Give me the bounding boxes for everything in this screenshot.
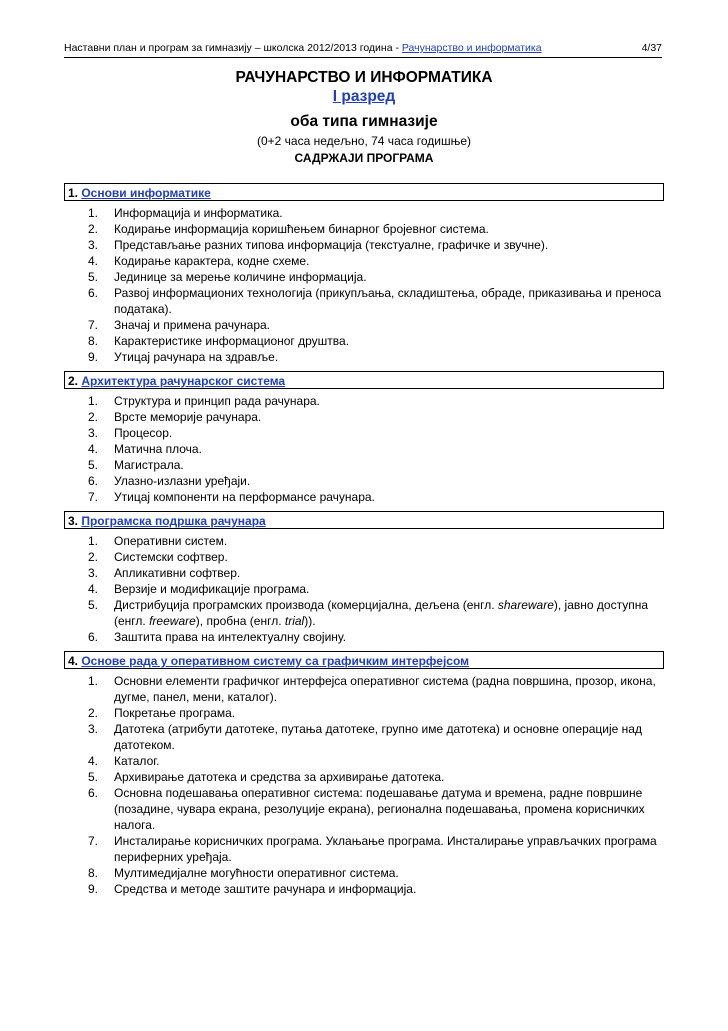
item-number: 3. (88, 426, 99, 440)
item-text-part: Верзије и модификације програма. (114, 582, 310, 596)
item-text-part: Архивирање датотека и средства за архивирање датотека. (114, 770, 445, 784)
item-text (114, 222, 489, 236)
item-number: 3. (88, 722, 99, 736)
list-item (64, 333, 664, 349)
section-title-link[interactable]: Архитектура рачунарског система (81, 374, 286, 388)
item-text-part: Улазно-излазни уређаји. (114, 474, 251, 488)
item-text (114, 394, 320, 408)
list-item (64, 237, 664, 253)
item-text-part: Каталог. (114, 754, 160, 768)
section-title-link[interactable]: Основе рада у оперативном систему са графичким интерфејсом (81, 654, 469, 668)
item-text (114, 674, 656, 704)
list-item (64, 205, 664, 221)
item-text-part: Врсте меморије рачунара. (114, 410, 262, 424)
item-text (114, 582, 309, 596)
item-text-part: Покретање програма. (114, 706, 236, 720)
item-text-part: ), пробна (енгл. (195, 614, 285, 628)
list-item (64, 629, 664, 645)
section-heading (64, 183, 664, 201)
item-number: 6. (88, 786, 99, 800)
list-item (64, 549, 664, 565)
item-number: 3. (88, 566, 99, 580)
item-text-part: Инсталирање корисничких програма. Уклањање програма. Инсталирање управљачких програма периферних уређаја. (114, 834, 657, 864)
title-block (0, 68, 728, 166)
item-text-part: Средства и методе заштите рачунара и информација. (114, 882, 417, 896)
item-number: 5. (88, 598, 99, 612)
subject-title: РАЧУНАРСТВО И ИНФОРМАТИКА (235, 69, 493, 86)
item-text (114, 706, 235, 720)
item-text (114, 410, 261, 424)
program-contents-heading: САДРЖАЈИ ПРОГРАМА (294, 151, 434, 165)
item-text (114, 238, 548, 252)
item-term-italic: freeware (149, 614, 196, 628)
item-text (114, 426, 172, 440)
list-item (64, 533, 664, 549)
item-text-part: )). (304, 614, 316, 628)
item-text (114, 254, 309, 268)
list-item (64, 865, 664, 881)
grade-link[interactable]: I разред (332, 88, 396, 105)
hours-info: (0+2 часа недељно, 74 часа годишње) (256, 134, 472, 148)
item-text-part: Дистрибуција програмских производа (комерцијална, дељена (енгл. (114, 598, 498, 612)
item-number: 7. (88, 318, 99, 332)
list-item (64, 393, 664, 409)
list-item (64, 597, 664, 629)
item-text-part: Процесор. (114, 426, 173, 440)
item-number: 3. (88, 238, 99, 252)
item-number: 6. (88, 474, 99, 488)
section-number: 3. (68, 514, 82, 528)
section-heading (64, 511, 664, 529)
section-number: 2. (68, 374, 82, 388)
page-header (64, 40, 662, 56)
item-number: 8. (88, 866, 99, 880)
item-number: 7. (88, 834, 99, 848)
item-number: 1. (88, 534, 99, 548)
item-text (114, 490, 375, 504)
list-item (64, 457, 664, 473)
list-item (64, 253, 664, 269)
item-text-part: Јединице за мерење количине информација. (114, 270, 367, 284)
item-number: 6. (88, 286, 99, 300)
item-number: 5. (88, 770, 99, 784)
list-item (64, 881, 664, 897)
section-items (64, 205, 664, 365)
list-item (64, 425, 664, 441)
item-text (114, 754, 160, 768)
item-text-part: Заштита права на интелектуалну својину. (114, 630, 347, 644)
item-text-part: Системски софтвер. (114, 550, 228, 564)
section-number: 1. (68, 186, 82, 200)
list-item (64, 721, 664, 753)
item-number: 2. (88, 410, 99, 424)
item-text-part: Апликативни софтвер. (114, 566, 241, 580)
section-2 (64, 371, 664, 505)
item-number: 9. (88, 882, 99, 896)
section-items (64, 393, 664, 505)
item-text-part: Представљање разних типова информација (текстуалне, графичке и звучне). (114, 238, 549, 252)
section-title-link[interactable]: Програмска подршка рачунара (81, 514, 266, 528)
list-item (64, 753, 664, 769)
section-title-link[interactable]: Основи информатике (81, 186, 211, 200)
item-text-part: Оперативни систем. (114, 534, 228, 548)
item-text-part: Утицај рачунара на здравље. (114, 350, 279, 364)
item-text (114, 598, 648, 628)
item-number: 2. (88, 222, 99, 236)
list-item (64, 489, 664, 505)
list-item (64, 317, 664, 333)
item-text-part: Основни елементи графичког интерфејса оперативног система (радна површина, прозор, икона, дугме, панел, мени, каталог). (114, 674, 656, 704)
item-text-part: Информација и информатика. (114, 206, 283, 220)
item-number: 1. (88, 394, 99, 408)
item-text (114, 722, 642, 752)
item-number: 2. (88, 706, 99, 720)
section-3 (64, 511, 664, 645)
item-text-part: Структура и принцип рада рачунара. (114, 394, 320, 408)
list-item (64, 285, 664, 317)
item-text-part: Карактеристике информационог друштва. (114, 334, 350, 348)
page-number: 4/37 (641, 42, 662, 54)
item-number: 9. (88, 350, 99, 364)
item-text (114, 770, 444, 784)
item-text (114, 474, 250, 488)
list-item (64, 349, 664, 365)
item-text (114, 566, 240, 580)
header-prefix: Наставни план и програм за гимназију – школска 2012/2013 година - (64, 42, 402, 54)
header-subject-link[interactable]: Рачунарство и информатика (401, 42, 542, 54)
item-term-italic: trial (284, 614, 305, 628)
item-number: 4. (88, 442, 99, 456)
section-heading (64, 371, 664, 389)
item-number: 8. (88, 334, 99, 348)
item-text (114, 534, 227, 548)
section-1 (64, 183, 664, 365)
list-item (64, 409, 664, 425)
item-number: 4. (88, 582, 99, 596)
list-item (64, 473, 664, 489)
item-number: 1. (88, 674, 99, 688)
header-text (64, 40, 542, 56)
section-items (64, 673, 664, 897)
item-number: 7. (88, 490, 99, 504)
item-text-part: Значај и примена рачунара. (114, 318, 270, 332)
sections-container (64, 183, 664, 903)
gymnasium-types: оба типа гимназије (290, 113, 438, 130)
item-number: 4. (88, 254, 99, 268)
item-text (114, 442, 202, 456)
item-text (114, 206, 283, 220)
list-item (64, 441, 664, 457)
section-heading (64, 651, 664, 669)
item-text-part: Развој информационих технологија (прикупљања, складиштења, обраде, приказивања и преноса података). (114, 286, 662, 316)
item-text-part: Кодирање информација коришћењем бинарног бројевног система. (114, 222, 489, 236)
item-number: 6. (88, 630, 99, 644)
item-text (114, 630, 346, 644)
section-items (64, 533, 664, 645)
item-text (114, 350, 278, 364)
item-number: 5. (88, 458, 99, 472)
item-text (114, 786, 645, 832)
item-text-part: Кодирање карактера, кодне схеме. (114, 254, 310, 268)
item-text (114, 334, 349, 348)
item-text (114, 458, 184, 472)
item-text-part: Мултимедијалне могућности оперативног система. (114, 866, 399, 880)
list-item (64, 769, 664, 785)
item-text (114, 318, 270, 332)
list-item (64, 673, 664, 705)
section-number: 4. (68, 654, 82, 668)
list-item (64, 565, 664, 581)
list-item (64, 221, 664, 237)
list-item (64, 833, 664, 865)
item-text (114, 550, 228, 564)
section-4 (64, 651, 664, 897)
item-text (114, 270, 367, 284)
item-text-part: ), јавно доступна (енгл. (114, 598, 649, 628)
item-text-part: Утицај компоненти на перформансе рачунара. (114, 490, 375, 504)
item-number: 4. (88, 754, 99, 768)
list-item (64, 269, 664, 285)
item-text-part: Матична плоча. (114, 442, 202, 456)
item-number: 2. (88, 550, 99, 564)
item-term-italic: shareware (497, 598, 554, 612)
item-number: 1. (88, 206, 99, 220)
list-item (64, 705, 664, 721)
item-text (114, 286, 661, 316)
list-item (64, 785, 664, 833)
list-item (64, 581, 664, 597)
item-text-part: Магистрала. (114, 458, 184, 472)
item-text (114, 882, 416, 896)
item-text (114, 866, 399, 880)
item-text (114, 834, 657, 864)
item-text-part: Основна подешавања оперативног система: подешавање датума и времена, радне површине (позадине, чувара екрана, резолуције екрана), регионална подешавања, промена корисничких налога. (114, 786, 645, 832)
item-text-part: Датотека (атрибути датотеке, путања датотеке, групно име датотека) и основне операције над датотеком. (114, 722, 642, 752)
header-rule (64, 57, 662, 58)
item-number: 5. (88, 270, 99, 284)
